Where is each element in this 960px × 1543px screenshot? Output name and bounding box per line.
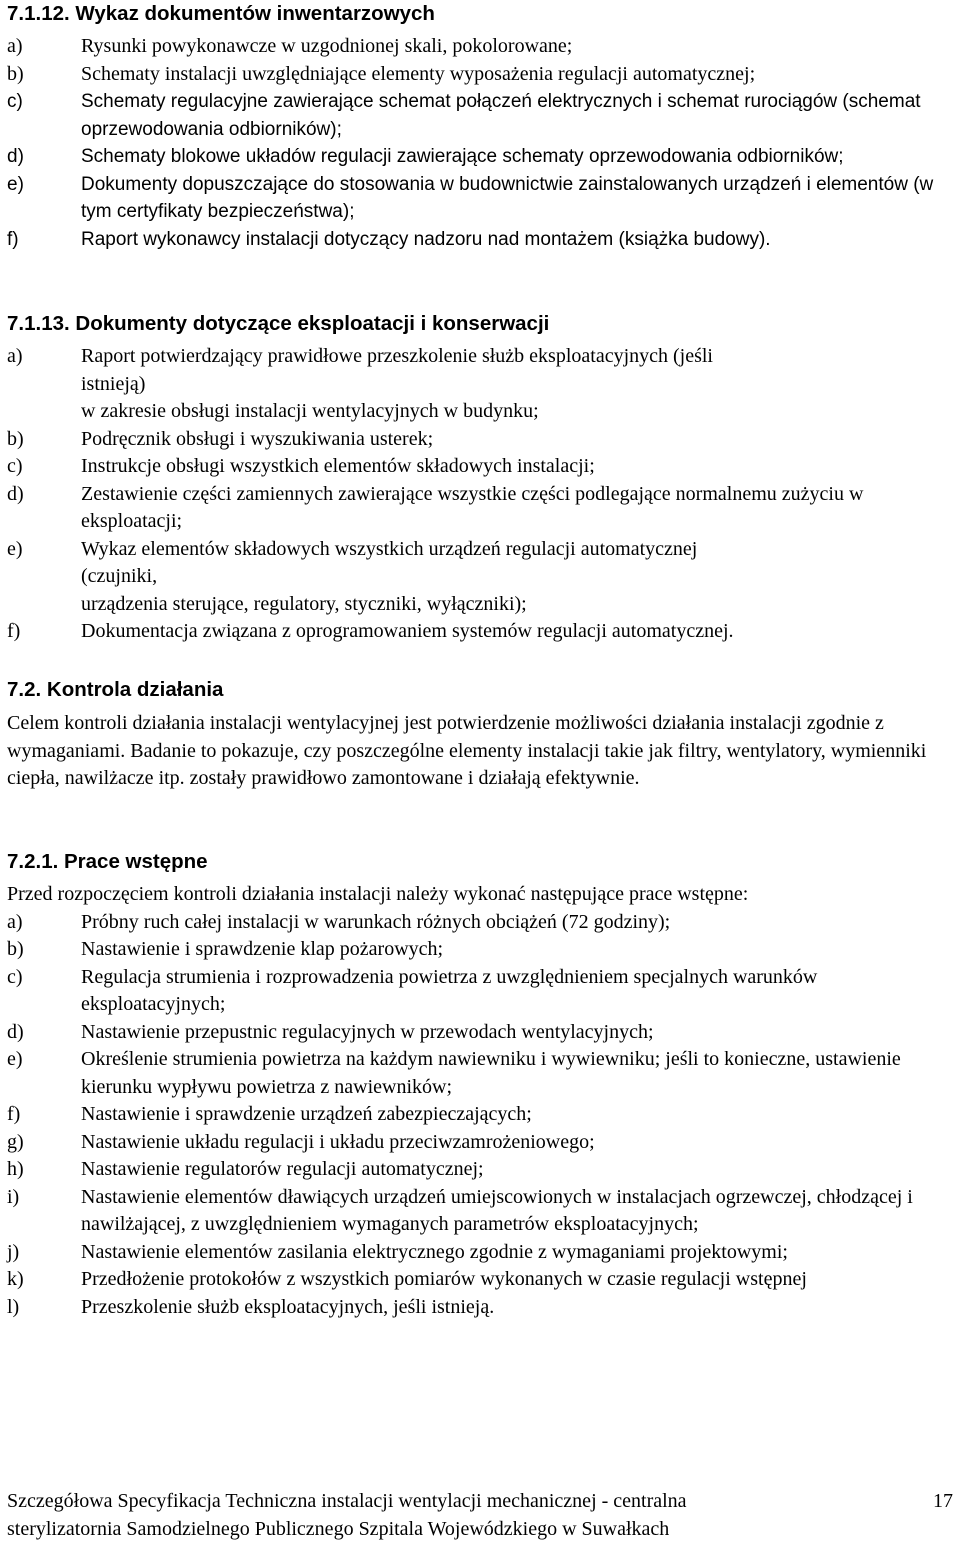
list-item (7, 1184, 953, 1239)
section-heading: 7.1.12. Wykaz dokumentów inwentarzowych (7, 2, 435, 25)
page-number: 17 (933, 1490, 953, 1512)
list-item-text: Przeszkolenie służb eksploatacyjnych, jeśli istnieją. (81, 1295, 495, 1318)
section-heading: 7.2.1. Prace wstępne (7, 850, 208, 873)
list-item-text: Nastawienie i sprawdzenie urządzeń zabezpieczających; (81, 1103, 532, 1125)
list-marker: f) (7, 1103, 21, 1125)
list-item (7, 1019, 953, 1047)
list-item (7, 453, 953, 481)
list-marker: b) (7, 938, 24, 960)
list-item-text: Dokumentacja związana z oprogramowaniem systemów regulacji automatycznej. (81, 620, 734, 642)
list-item (7, 1101, 953, 1129)
list-item (7, 909, 953, 937)
list-marker: d) (7, 146, 24, 167)
inventory-documents-list (7, 33, 953, 253)
list-item-line: (czujniki, (81, 565, 158, 587)
section-intro: Przed rozpoczęciem kontroli działania instalacji należy wykonać następujące prace wstępne: (7, 883, 749, 905)
list-item-text: Nastawienie elementów dławiących urządzeń umiejscowionych w instalacjach ogrzewczej, chłodzącej i nawilżającej, z uwzględnieniem wymaganych parametrów eksploatacyjnych; (81, 1185, 913, 1235)
list-marker: b) (7, 62, 24, 85)
list-item-text: Nastawienie regulatorów regulacji automatycznej; (81, 1158, 484, 1180)
list-item-text: Nastawienie i sprawdzenie klap pożarowych; (81, 938, 444, 960)
list-item-text: Regulacja strumienia i rozprowadzenia powietrza z uwzględnieniem specjalnych warunków eksploatacyjnych; (81, 965, 818, 1015)
list-item (7, 1156, 953, 1184)
list-item (7, 226, 953, 254)
list-marker: f) (7, 620, 21, 642)
page-footer (7, 1487, 953, 1543)
list-item-text: Nastawienie przepustnic regulacyjnych w przewodach wentylacyjnych; (81, 1020, 654, 1043)
list-marker: a) (7, 345, 23, 367)
list-item-text: Raport wykonawcy instalacji dotyczący nadzoru nad montażem (książka budowy). (81, 228, 771, 250)
list-item (7, 536, 953, 619)
list-item-line: w zakresie obsługi instalacji wentylacyjnych w budynku; (81, 400, 539, 422)
list-item (7, 88, 953, 143)
preliminary-works-list (7, 909, 953, 1322)
list-item-text: Schematy regulacyjne zawierające schemat połączeń elektrycznych i schemat rurociągów (schemat oprzewodowania odbiorników); (81, 91, 921, 140)
list-item (7, 33, 953, 61)
footer-line: Szczegółowa Specyfikacja Techniczna instalacji wentylacji mechanicznej - centralna (7, 1490, 687, 1512)
list-item-text: Dokumenty dopuszczające do stosowania w budownictwie zainstalowanych urządzeń i elementów (w tym certyfikaty bezpieczeństwa); (81, 173, 934, 222)
list-marker: c) (7, 91, 23, 112)
list-item (7, 618, 953, 646)
list-item (7, 964, 953, 1019)
list-item (7, 426, 953, 454)
list-item-text: Rysunki powykonawcze w uzgodnionej skali, pokolorowane; (81, 35, 573, 57)
operation-documents-list (7, 343, 953, 646)
list-marker: a) (7, 910, 23, 933)
list-item (7, 1046, 953, 1101)
list-marker: g) (7, 1130, 24, 1153)
list-item (7, 1266, 953, 1294)
list-item-text: Zestawienie części zamiennych zawierające wszystkie części podlegające normalnemu zużyciu w eksploatacji; (81, 482, 864, 532)
list-item-text: Próbny ruch całej instalacji w warunkach różnych obciążeń (72 godziny); (81, 910, 671, 933)
list-marker: d) (7, 1020, 24, 1043)
section-7-2 (7, 676, 953, 793)
list-item-text: Schematy instalacji uwzględniające elementy wyposażenia regulacji automatycznej; (81, 62, 756, 85)
list-marker: l) (7, 1295, 20, 1318)
section-paragraph: Celem kontroli działania instalacji wentylacyjnej jest potwierdzenie możliwości działania instalacji zgodnie z wymaganiami. Badanie to pokazuje, czy poszczególne elementy instalacji takie jak filtry, wentylatory, wymienniki ciepła, nawilżacze itp. zostały prawidłowo zamontowane i działają efektywnie. (7, 712, 927, 789)
list-item (7, 61, 953, 89)
list-marker: a) (7, 35, 23, 57)
list-marker: j) (7, 1240, 20, 1263)
list-item (7, 143, 953, 171)
section-7-1-12 (7, 0, 953, 253)
list-item-line: Raport potwierdzający prawidłowe przeszkolenie służb eksploatacyjnych (jeśli (81, 345, 713, 367)
section-7-2-1 (7, 848, 953, 1321)
section-7-1-13 (7, 310, 953, 646)
list-marker: c) (7, 455, 23, 477)
list-item-text: Nastawienie układu regulacji i układu przeciwzamrożeniowego; (81, 1130, 595, 1153)
list-item-text: Przedłożenie protokołów z wszystkich pomiarów wykonanych w czasie regulacji wstępnej (81, 1268, 807, 1290)
list-item-text: Określenie strumienia powietrza na każdym nawiewniku i wywiewniku; jeśli to konieczne, ustawienie kierunku wypływu powietrza z nawiewników; (81, 1048, 901, 1098)
list-item-text: Schematy blokowe układów regulacji zawierające schematy oprzewodowania odbiorników; (81, 146, 844, 167)
list-item (7, 481, 953, 536)
list-item (7, 1294, 953, 1322)
list-marker: e) (7, 1048, 23, 1070)
list-item (7, 343, 953, 426)
list-marker: b) (7, 427, 24, 450)
list-item-line: istnieją) (81, 372, 146, 395)
list-item (7, 171, 953, 226)
list-marker: k) (7, 1268, 24, 1290)
list-item-line: Wykaz elementów składowych wszystkich urządzeń regulacji automatycznej (81, 537, 698, 560)
list-item-text: Podręcznik obsługi i wyszukiwania usterek; (81, 427, 434, 450)
list-marker: c) (7, 965, 23, 988)
list-marker: d) (7, 482, 24, 505)
section-heading: 7.2. Kontrola działania (7, 678, 224, 701)
list-marker: h) (7, 1158, 24, 1180)
footer-line: sterylizatornia Samodzielnego Publicznego Szpitala Wojewódzkiego w Suwałkach (7, 1518, 670, 1540)
section-heading: 7.1.13. Dokumenty dotyczące eksploatacji i konserwacji (7, 312, 550, 335)
list-marker: f) (7, 228, 19, 250)
list-item (7, 1239, 953, 1267)
list-item-text: Instrukcje obsługi wszystkich elementów składowych instalacji; (81, 455, 595, 477)
list-marker: e) (7, 173, 24, 195)
list-item (7, 936, 953, 964)
list-marker: i) (7, 1185, 20, 1208)
list-item-text: Nastawienie elementów zasilania elektrycznego zgodnie z wymaganiami projektowymi; (81, 1240, 788, 1263)
list-marker: e) (7, 537, 23, 560)
list-item-line: urządzenia sterujące, regulatory, styczniki, wyłączniki); (81, 592, 527, 615)
footer-text (7, 1487, 907, 1543)
list-item (7, 1129, 953, 1157)
